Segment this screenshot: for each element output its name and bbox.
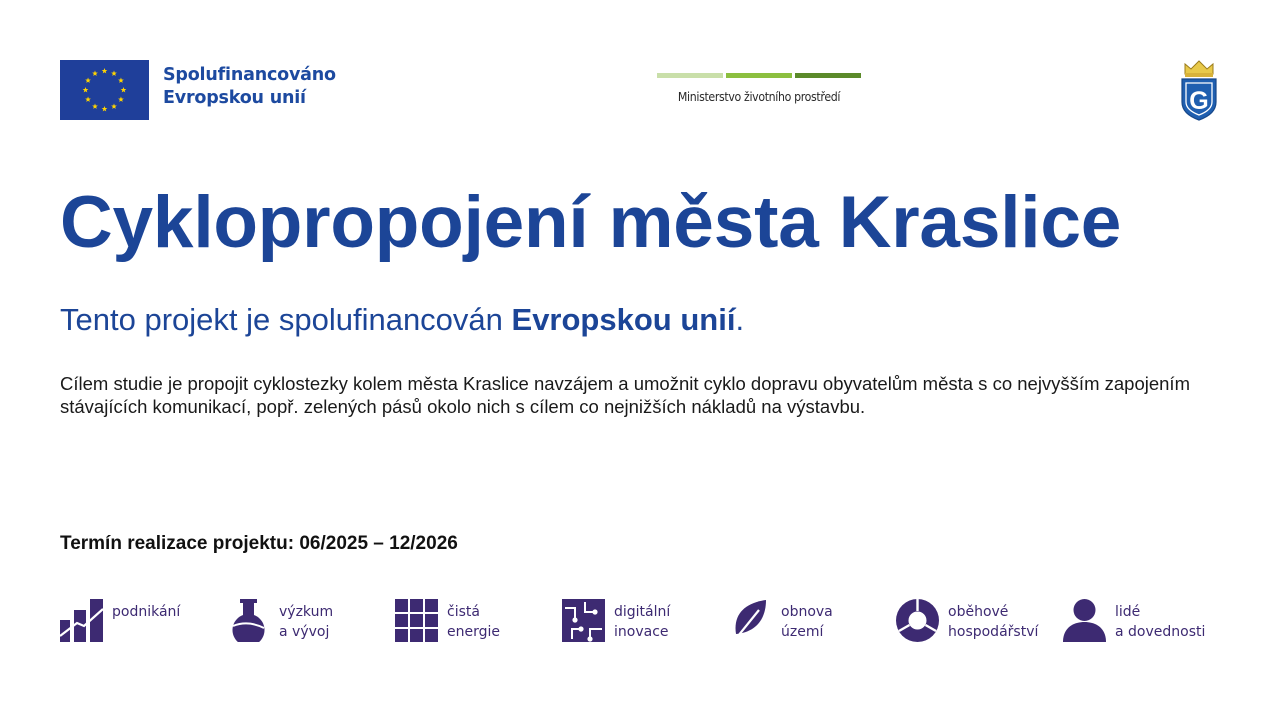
- theme-label-line2: a dovednosti: [1115, 624, 1206, 640]
- city-crest-logo: [1178, 58, 1220, 122]
- eu-cofinanced-label: [163, 64, 336, 110]
- page-title: Cyklopropojení města Kraslice: [60, 182, 1122, 263]
- subtitle: [60, 302, 744, 338]
- recycle-circle-icon: [896, 599, 939, 642]
- flask-icon: [227, 599, 270, 642]
- theme-label-line1: čistá: [447, 604, 480, 620]
- theme-label: [279, 602, 333, 642]
- project-description: Cílem studie je propojit cyklostezky kolem města Kraslice navzájem a umožnit cyklo dopravu obyvatelům města s co nejvyšším zapojením stávajících komunikací, popř. zelených pásů okolo nich s cílem co nejnižších nákladů na výstavbu.: [60, 373, 1190, 417]
- theme-label: [948, 602, 1038, 642]
- bar-chart-icon: [60, 599, 103, 642]
- crown-icon: [1185, 61, 1213, 77]
- theme-label: [1115, 602, 1205, 642]
- subtitle-prefix: Tento projekt je spolufinancován: [60, 302, 512, 337]
- subtitle-suffix: .: [735, 302, 745, 337]
- ministry-logo: [657, 73, 861, 104]
- theme-label: [447, 602, 500, 642]
- theme-label-line2: území: [781, 624, 824, 640]
- circuit-icon: [562, 599, 605, 642]
- ministry-bar-dark: [795, 73, 861, 78]
- person-icon: [1063, 599, 1106, 642]
- theme-label-line1: podnikání: [112, 604, 181, 620]
- ministry-bar-light: [657, 73, 723, 78]
- theme-label: [112, 602, 180, 622]
- theme-label-line2: inovace: [614, 624, 669, 640]
- project-term: Termín realizace projektu: 06/2025 – 12/2026: [60, 533, 458, 554]
- subtitle-bold: Evropskou unií: [511, 302, 736, 337]
- theme-label-line2: a vývoj: [279, 624, 330, 640]
- solar-panel-icon: [395, 599, 438, 642]
- theme-label-line1: digitální: [614, 604, 671, 620]
- ministry-bar-mid: [726, 73, 792, 78]
- theme-label-line1: obnova: [781, 604, 833, 620]
- theme-label: [614, 602, 670, 642]
- svg-text:G: G: [1189, 87, 1209, 115]
- theme-label-line1: výzkum: [279, 604, 334, 620]
- eu-flag-logo: [60, 60, 149, 120]
- eu-label-line2: Evropskou unií: [163, 88, 306, 108]
- eu-label-line1: Spolufinancováno: [163, 65, 336, 85]
- theme-label: [781, 602, 833, 642]
- ministry-color-bars: [657, 73, 861, 78]
- theme-label-line1: oběhové: [948, 604, 1009, 620]
- leaf-icon: [729, 599, 772, 642]
- theme-label-line1: lidé: [1115, 604, 1141, 620]
- theme-label-line2: hospodářství: [948, 624, 1039, 640]
- theme-label-line2: energie: [447, 624, 500, 640]
- ministry-name: Ministerstvo životního prostředí: [677, 89, 841, 104]
